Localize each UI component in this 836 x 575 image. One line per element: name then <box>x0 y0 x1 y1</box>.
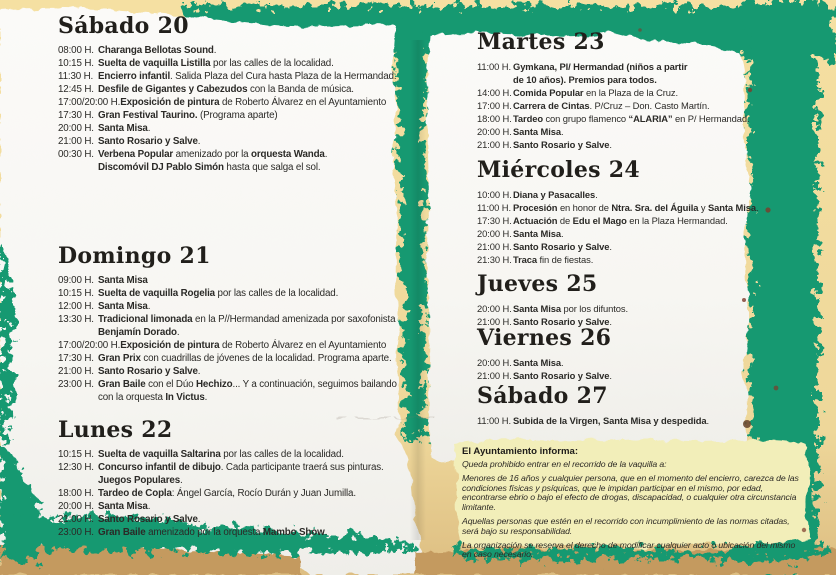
event-text-bold: Procesión <box>513 202 558 213</box>
event-text: en la Plaza de la Cruz. <box>583 87 679 98</box>
event-text: . <box>213 45 217 56</box>
event-text-bold: Verbena Popular <box>98 149 174 160</box>
event-time: 10:15 H. <box>58 58 94 69</box>
event-time: 10:15 H. <box>58 288 94 299</box>
day-section <box>477 158 771 266</box>
event-text: de Roberto Álvarez en el Ayuntamiento <box>219 340 387 351</box>
event-text-bold: Desfile de Gigantes y Cabezudos <box>98 84 248 95</box>
event-text: con cuadrillas de jóvenes de la localidad. Programa aparte. <box>140 353 392 364</box>
event-row <box>477 99 771 112</box>
event-time: 14:00 H. <box>477 87 512 98</box>
event-time: 09:00 H. <box>58 275 94 286</box>
day-title: Domingo 21 <box>58 243 211 269</box>
event-time: 11:30 H. <box>58 71 94 82</box>
event-text: en la P//Hermandad amenizada por saxofonista <box>192 314 396 325</box>
event-text: . <box>197 366 201 377</box>
event-text-bold: Diana y Pasacalles <box>513 189 596 200</box>
event-row <box>58 313 430 339</box>
event-row <box>477 112 771 125</box>
event-time: 20:00 H. <box>58 123 94 134</box>
event-text-bold: Gran Baile <box>98 379 146 390</box>
event-text-bold: Actuación <box>513 215 558 226</box>
event-row <box>58 513 430 526</box>
event-text-bold: Encierro infantil <box>98 71 171 82</box>
event-text: . <box>176 327 180 338</box>
event-text: . <box>560 126 564 137</box>
event-text: . <box>147 123 151 134</box>
event-text-bold: Benjamín Dorado <box>98 327 177 338</box>
event-time: 17:30 H. <box>58 353 94 364</box>
event-text-bold: Gran Prix <box>98 353 141 364</box>
day-section <box>477 326 771 382</box>
event-text-bold: Santa Misa <box>98 301 148 312</box>
day-section <box>477 272 771 328</box>
event-row <box>477 60 771 86</box>
event-text-bold: Exposición de pintura <box>120 97 220 108</box>
event-text-bold: Santa Misa <box>98 501 148 512</box>
event-text: . <box>560 357 564 368</box>
event-text: . <box>609 370 612 381</box>
event-time: 18:00 H. <box>58 488 94 499</box>
event-text-bold: Santo Rosario y Salve <box>513 370 610 381</box>
event-row <box>58 122 430 135</box>
event-row <box>58 57 430 70</box>
event-row <box>477 356 771 369</box>
event-row <box>58 378 430 404</box>
event-text-bold: Santo Rosario y Salve <box>513 316 610 327</box>
event-time: 13:30 H. <box>58 314 94 325</box>
event-row <box>58 339 430 352</box>
event-row <box>477 302 771 315</box>
event-text-bold: Tradicional limonada <box>98 314 193 325</box>
event-time: 21:30 H. <box>477 254 512 265</box>
event-time: 10:15 H. <box>58 449 94 460</box>
event-time: 11:00 H. <box>477 202 511 213</box>
day-section <box>477 30 771 151</box>
event-text: en honor de <box>557 202 612 213</box>
event-row <box>58 448 430 461</box>
day-section <box>58 14 430 174</box>
event-text-bold: Traca <box>513 254 537 265</box>
event-time: 17:30 H. <box>477 215 512 226</box>
event-time: 20:00 H. <box>477 126 512 137</box>
event-time: 17:30 H. <box>58 110 94 121</box>
event-time: 20:00 H. <box>477 357 512 368</box>
event-row <box>58 135 430 148</box>
event-text: con la Banda de música. <box>247 84 354 95</box>
event-row <box>58 70 430 83</box>
event-row <box>58 287 430 300</box>
council-notice <box>462 446 802 564</box>
event-row <box>477 414 771 427</box>
event-text: . Salida Plaza del Cura hasta Plaza de la Hermandad. <box>170 71 397 82</box>
event-text: fin de fiestas. <box>537 254 594 265</box>
event-time: 12:00 H. <box>58 301 94 312</box>
event-text-bold: de 10 años). Premios para todos. <box>513 74 657 85</box>
event-row <box>477 201 771 214</box>
event-time: 20:00 H. <box>477 303 512 314</box>
event-text-bold: Santo Rosario y Salve <box>513 241 610 252</box>
event-row <box>58 500 430 513</box>
event-row <box>58 352 430 365</box>
day-title: Martes 23 <box>477 29 605 55</box>
event-text: . <box>147 501 151 512</box>
event-text: por las calles de la localidad. <box>214 288 339 299</box>
event-row <box>477 86 771 99</box>
event-text-bold: Santa Misa <box>513 126 561 137</box>
event-text-bold: Santa Misa <box>513 357 561 368</box>
notice-paragraph: Queda prohibido entrar en el recorrido de la vaquilla a: <box>462 459 667 469</box>
event-text-bold: Mambo Show <box>262 527 325 538</box>
event-text-bold: Santo Rosario y Salve <box>98 514 198 525</box>
event-text-bold: Exposición de pintura <box>120 340 220 351</box>
event-text-bold: Ntra. Sra. del Águila <box>611 202 699 213</box>
event-time: 17:00/20:00 H. <box>58 340 121 351</box>
event-time: 21:00 H. <box>477 316 512 327</box>
event-text-bold: Hechizo <box>196 379 233 390</box>
event-time: 21:00 H. <box>58 136 94 147</box>
event-text-bold: Gran Baile <box>98 527 146 538</box>
event-text: por las calles de la localidad. <box>220 449 344 460</box>
event-text-bold: In Victus <box>165 392 205 403</box>
event-text-bold: Suelta de vaquilla Listilla <box>98 58 211 69</box>
event-text: . <box>609 139 612 150</box>
event-text-bold: Tardeo <box>513 113 543 124</box>
event-text-bold: Santa Misa <box>513 228 561 239</box>
event-row <box>477 253 771 266</box>
right-page <box>477 30 771 440</box>
event-text: . <box>324 149 328 160</box>
notice-paragraphs <box>462 460 802 560</box>
day-title: Sábado 20 <box>58 13 189 39</box>
event-row <box>58 83 430 96</box>
event-time: 20:00 H. <box>58 501 94 512</box>
event-text-bold: Santa Misa <box>708 202 756 213</box>
event-text-bold: Santo Rosario y Salve <box>513 139 610 150</box>
event-text-bold: Tardeo de Copla <box>98 488 172 499</box>
event-row <box>58 44 430 57</box>
event-row <box>477 240 771 253</box>
event-text: por los difuntos. <box>560 303 628 314</box>
event-time: 08:00 H. <box>58 45 94 56</box>
event-text: . <box>180 475 183 486</box>
event-row <box>58 526 430 539</box>
day-title: Sábado 27 <box>477 383 608 409</box>
day-section <box>58 418 430 539</box>
event-text-bold: Gymkana, Pl/ Hermandad (niños a partir <box>513 61 688 72</box>
event-text: . <box>197 136 201 147</box>
event-text-bold: Santa Misa <box>98 275 148 286</box>
event-text: . <box>609 241 612 252</box>
event-text: . <box>560 228 564 239</box>
notice-title: El Ayuntamiento informa: <box>462 446 579 457</box>
event-text-bold: Edu el Mago <box>572 215 627 226</box>
event-time: 11:00 H. <box>477 61 511 72</box>
event-row <box>477 125 771 138</box>
event-time: 17:00 H. <box>477 100 512 111</box>
event-text-bold: “ALARIA” <box>628 113 673 124</box>
event-text-bold: Carrera de Cintas <box>513 100 590 111</box>
event-text-bold: Charanga Bellotas Sound <box>98 45 214 56</box>
event-text: . <box>706 415 710 426</box>
event-row <box>58 96 430 109</box>
event-time: 17:00/20:00 H. <box>58 97 121 108</box>
event-row <box>477 369 771 382</box>
event-time: 18:00 H. <box>477 113 512 124</box>
event-text-bold: Suelta de vaquilla Saltarina <box>98 449 221 460</box>
event-text-bold: Discomóvil DJ Pablo Simón <box>98 162 224 173</box>
event-text: . <box>197 514 201 525</box>
notice-paragraph: Aquellas personas que estén en el recorrido con incumplimiento de las normas citadas, será bajo su responsabilidad. <box>462 515 790 536</box>
event-text: hasta que salga el sol. <box>223 162 321 173</box>
event-text: ... Y a continuación, seguimos bailando <box>232 379 397 390</box>
day-section <box>58 244 430 404</box>
event-time: 12:45 H. <box>58 84 94 95</box>
event-row <box>58 300 430 313</box>
event-row <box>58 461 430 487</box>
event-text: . <box>204 392 208 403</box>
event-text: con grupo flamenco <box>542 113 629 124</box>
day-title: Jueves 25 <box>477 271 598 297</box>
event-time: 21:00 H. <box>58 366 94 377</box>
event-text-bold: Santa Misa <box>513 303 561 314</box>
day-title: Viernes 26 <box>477 325 612 351</box>
event-text: de Roberto Álvarez en el Ayuntamiento <box>219 97 387 108</box>
event-text-bold: Comida Popular <box>513 87 584 98</box>
event-text: amenizado por la <box>173 149 251 160</box>
event-time: 12:30 H. <box>58 462 94 473</box>
event-row <box>58 148 430 174</box>
event-text-bold: Santo Rosario y Salve <box>98 366 198 377</box>
event-text-bold: Gran Festival Taurino. <box>98 110 198 121</box>
event-text: . <box>147 301 151 312</box>
event-row <box>58 365 430 378</box>
event-text-bold: Concurso infantil de dibujo <box>98 462 221 473</box>
event-text-bold: Subida de la Virgen, Santa Misa y despedida <box>513 415 707 426</box>
event-text-bold: Suelta de vaquilla Rogelia <box>98 288 215 299</box>
event-row <box>477 214 771 227</box>
notice-paragraph: Menores de 16 años y cualquier persona, que en el momento del encierro, carezca de las condiciones físicas y psíquicas, que le impidan participar en el mismo, por edad, encontrarse ebrio o bajo el efecto de drogas, discapacidad, o cualquier otra circunstancia limitante. <box>462 472 799 513</box>
event-time: 23:00 H. <box>58 379 94 390</box>
event-text: . P/Cruz – Don. Casto Martín. <box>589 100 710 111</box>
event-text: . <box>609 316 612 327</box>
event-text-bold: Santa Misa <box>98 123 148 134</box>
event-text: . <box>595 189 598 200</box>
event-text: : Ángel García, Rocío Durán y Juan Jumilla. <box>171 488 356 499</box>
event-text: de <box>557 215 573 226</box>
event-text-bold: orquesta Wanda <box>250 149 325 160</box>
event-time: 10:00 H. <box>477 189 512 200</box>
event-text-bold: Juegos Populares <box>98 475 180 486</box>
event-text: amenizado por la orquesta <box>145 527 263 538</box>
event-text: y <box>698 202 708 213</box>
event-row <box>58 109 430 122</box>
event-text: . <box>755 202 759 213</box>
day-section <box>477 384 771 427</box>
event-row <box>58 487 430 500</box>
event-text: por las calles de la localidad. <box>210 58 334 69</box>
event-text: con el Dúo <box>145 379 196 390</box>
event-text: . <box>324 527 328 538</box>
event-time: 21:00 H. <box>477 370 512 381</box>
event-time: 21:00 H. <box>477 241 512 252</box>
event-row <box>477 227 771 240</box>
event-time: 21:00 H. <box>477 139 512 150</box>
event-text: con la orquesta <box>98 392 166 403</box>
event-text: en P/ Hermandad. <box>672 113 750 124</box>
event-time: 11:00 H. <box>477 415 511 426</box>
notice-paragraph: La organización se reserva el derecho de modificar cualquier acto o ubicación del mismo en caso necesario. <box>462 539 796 560</box>
day-title: Miércoles 24 <box>477 157 640 183</box>
event-time: 21:00 H. <box>58 514 94 525</box>
event-row <box>477 138 771 151</box>
day-title: Lunes 22 <box>58 417 173 443</box>
event-time: 20:00 H. <box>477 228 512 239</box>
event-row <box>58 274 430 287</box>
event-text: . Cada participante traerá sus pinturas. <box>220 462 384 473</box>
event-text: (Programa aparte) <box>197 110 278 121</box>
left-page <box>58 14 430 570</box>
event-time: 23:00 H. <box>58 527 94 538</box>
event-time: 00:30 H. <box>58 149 94 160</box>
event-text-bold: Santo Rosario y Salve <box>98 136 198 147</box>
event-text: en la Plaza Hermandad. <box>626 215 728 226</box>
event-row <box>477 188 771 201</box>
